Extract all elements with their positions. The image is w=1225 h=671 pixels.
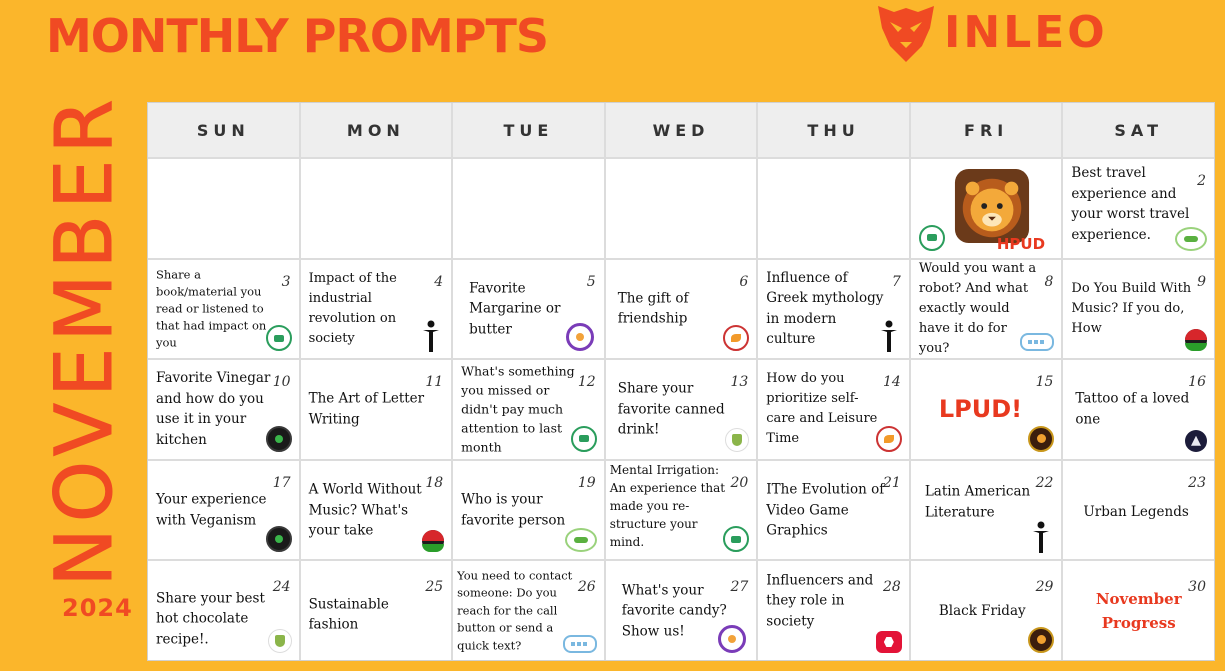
prompt-text: Influence of Greek mythology in modern culture bbox=[766, 269, 884, 348]
brand-logo bbox=[874, 2, 1194, 66]
person-icon bbox=[879, 320, 899, 352]
prompt-text: Share your best hot chocolate recipe!. bbox=[156, 589, 265, 647]
community-wolf-icon bbox=[1185, 430, 1207, 452]
calendar-cell-empty bbox=[148, 159, 299, 258]
calendar-cell-30 bbox=[1063, 561, 1214, 660]
hpud-label: HPUD bbox=[996, 235, 1046, 253]
calendar-cell-empty bbox=[758, 159, 909, 258]
day-number: 15 bbox=[1035, 374, 1054, 391]
calendar-cell-10 bbox=[148, 360, 299, 459]
calendar-cell-28 bbox=[758, 561, 909, 660]
day-number: 18 bbox=[425, 474, 444, 491]
day-number: 19 bbox=[577, 474, 596, 491]
community-cup-icon bbox=[725, 428, 749, 452]
day-header-sun: SUN bbox=[148, 103, 299, 157]
day-number: 8 bbox=[1044, 273, 1054, 290]
day-number: 5 bbox=[586, 273, 596, 290]
prompt-text: Latin American Literature bbox=[924, 483, 1031, 521]
prompt-text: Your experience with Veganism bbox=[156, 491, 267, 529]
page-title: MONTHLY PROMPTS bbox=[46, 9, 548, 63]
calendar-cell-11 bbox=[301, 360, 452, 459]
prompt-text: Influencers and they role in society bbox=[766, 572, 874, 630]
brand-name: INLEO bbox=[944, 7, 1108, 58]
prompt-text: Impact of the industrial revolution on society bbox=[308, 270, 397, 346]
person-icon bbox=[1031, 521, 1051, 553]
calendar-cell-7 bbox=[758, 260, 909, 359]
day-number: 22 bbox=[1035, 474, 1054, 491]
community-eagle-icon bbox=[723, 325, 749, 351]
day-header-mon: MON bbox=[301, 103, 452, 157]
prompt-text: Share a book/material you read or listened to that had impact on you bbox=[156, 267, 267, 350]
day-number: 3 bbox=[281, 273, 291, 290]
calendar-cell-3 bbox=[148, 260, 299, 359]
prompt-text: Urban Legends bbox=[1083, 503, 1189, 520]
day-number: 2 bbox=[1197, 173, 1206, 189]
hive-icon bbox=[876, 631, 902, 653]
community-lion-icon bbox=[1028, 627, 1054, 653]
prompt-text: The Art of Letter Writing bbox=[308, 390, 425, 428]
calendar-cell-9 bbox=[1063, 260, 1214, 359]
prompt-text: November Progress bbox=[1095, 589, 1182, 632]
calendar-cell-16 bbox=[1063, 360, 1214, 459]
calendar-cell-empty bbox=[301, 159, 452, 258]
calendar-cell-empty bbox=[453, 159, 604, 258]
community-dark-icon bbox=[266, 526, 292, 552]
day-header-wed: WED bbox=[606, 103, 757, 157]
community-chain-icon bbox=[1020, 333, 1054, 351]
calendar-cell-29 bbox=[911, 561, 1062, 660]
prompt-text: A World Without Music? What's your take bbox=[308, 481, 422, 539]
day-number: 23 bbox=[1188, 474, 1206, 491]
year-label: 2024 bbox=[62, 594, 133, 622]
lpud-label: LPUD! bbox=[938, 395, 1023, 424]
calendar-cell-4 bbox=[301, 260, 452, 359]
prompt-text: The gift of friendship bbox=[617, 290, 689, 327]
nigeria-community-icon bbox=[571, 426, 597, 452]
day-number: 17 bbox=[272, 474, 291, 491]
nigeria-community-icon bbox=[919, 225, 945, 251]
community-purple-icon bbox=[566, 323, 594, 351]
community-cup-icon bbox=[268, 629, 292, 653]
calendar-cell-17 bbox=[148, 461, 299, 560]
nigeria-community-icon bbox=[723, 526, 749, 552]
prompt-text: What's your favorite candy? Show us! bbox=[621, 581, 727, 639]
prompt-text: What's something you missed or didn't pay much attention to last month bbox=[461, 363, 575, 455]
prompt-text: Tattoo of a loved one bbox=[1075, 390, 1190, 428]
day-number: 30 bbox=[1188, 579, 1206, 596]
nigeria-community-icon bbox=[266, 325, 292, 351]
day-number: 16 bbox=[1188, 374, 1206, 391]
community-flag-icon bbox=[422, 530, 444, 552]
day-number: 6 bbox=[739, 273, 749, 290]
day-header-sat: SAT bbox=[1063, 103, 1214, 157]
prompt-text: How do you prioritize self-care and Leisure Time bbox=[766, 371, 878, 447]
community-leaf-icon bbox=[1175, 227, 1207, 251]
prompt-text: Would you want a robot? And what exactly would have it do for you? bbox=[918, 260, 1037, 356]
prompt-text: Mental Irrigation: An experience that made you re-structure your mind. bbox=[609, 463, 726, 550]
community-eagle-icon bbox=[876, 426, 902, 452]
prompt-text: Favorite Margarine or butter bbox=[469, 280, 561, 338]
community-chain-icon bbox=[563, 635, 597, 653]
day-header-thu: THU bbox=[758, 103, 909, 157]
day-number: 11 bbox=[425, 374, 444, 391]
calendar-cell-18 bbox=[301, 461, 452, 560]
lion-logo-icon bbox=[874, 2, 938, 64]
prompt-text: Do You Build With Music? If you do, How bbox=[1071, 280, 1192, 336]
calendar-cell-6 bbox=[606, 260, 757, 359]
calendar-cell-25 bbox=[301, 561, 452, 660]
community-lion-icon bbox=[1028, 426, 1054, 452]
calendar-cell-21 bbox=[758, 461, 909, 560]
community-dark-icon bbox=[266, 426, 292, 452]
calendar-cell-19 bbox=[453, 461, 604, 560]
day-number: 25 bbox=[425, 579, 444, 596]
calendar-cell-8 bbox=[911, 260, 1062, 359]
calendar-cell-1 bbox=[911, 159, 1062, 258]
prompt-text: Black Friday bbox=[938, 602, 1026, 619]
calendar-cell-5 bbox=[453, 260, 604, 359]
community-flag-icon bbox=[1185, 329, 1207, 351]
day-number: 12 bbox=[577, 374, 596, 391]
calendar-cell-empty bbox=[606, 159, 757, 258]
prompt-text: Best travel experience and your worst travel experience. bbox=[1071, 165, 1190, 243]
calendar-cell-22 bbox=[911, 461, 1062, 560]
day-number: 26 bbox=[577, 579, 596, 596]
day-number: 28 bbox=[883, 579, 901, 596]
prompt-text: Who is your favorite person bbox=[461, 491, 566, 529]
calendar-cell-20 bbox=[606, 461, 757, 560]
day-number: 21 bbox=[883, 474, 901, 491]
prompt-text: Share your favorite canned drink! bbox=[617, 380, 725, 438]
community-purple-icon bbox=[718, 625, 746, 653]
calendar-cell-14 bbox=[758, 360, 909, 459]
calendar-cell-27 bbox=[606, 561, 757, 660]
month-label: NOVEMBER bbox=[40, 93, 130, 587]
day-header-tue: TUE bbox=[453, 103, 604, 157]
calendar-cell-24 bbox=[148, 561, 299, 660]
day-number: 27 bbox=[730, 579, 749, 596]
community-leaf-icon bbox=[565, 528, 597, 552]
calendar-cell-12 bbox=[453, 360, 604, 459]
day-header-fri: FRI bbox=[911, 103, 1062, 157]
prompt-text: You need to contact someone: Do you reach for the call button or send a quick text? bbox=[457, 567, 573, 652]
lion-mascot-icon bbox=[953, 167, 1031, 245]
prompt-text: Sustainable fashion bbox=[308, 596, 389, 633]
day-number: 29 bbox=[1035, 579, 1054, 596]
calendar-cell-13 bbox=[606, 360, 757, 459]
day-number: 14 bbox=[883, 374, 901, 391]
day-number: 4 bbox=[434, 273, 444, 290]
person-icon bbox=[421, 320, 441, 352]
calendar-cell-23 bbox=[1063, 461, 1214, 560]
calendar-cell-2 bbox=[1063, 159, 1214, 258]
day-number: 24 bbox=[272, 579, 291, 596]
day-number: 7 bbox=[891, 273, 901, 290]
calendar-grid bbox=[147, 102, 1215, 661]
day-number: 9 bbox=[1197, 273, 1206, 290]
calendar-cell-26 bbox=[453, 561, 604, 660]
prompt-text: IThe Evolution of Video Game Graphics bbox=[766, 481, 885, 539]
day-number: 20 bbox=[730, 474, 749, 491]
day-number: 10 bbox=[272, 374, 291, 391]
day-number: 13 bbox=[730, 374, 749, 391]
prompt-text: Favorite Vinegar and how do you use it in your kitchen bbox=[156, 370, 271, 448]
calendar-cell-15 bbox=[911, 360, 1062, 459]
